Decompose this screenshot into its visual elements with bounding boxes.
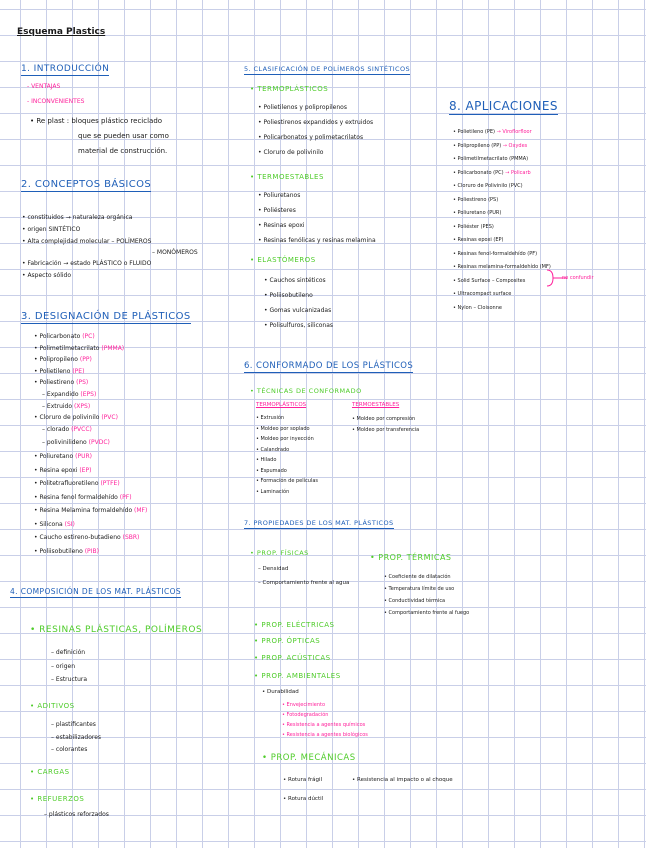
s6-col1-item: • Moldeo por inyección bbox=[256, 436, 314, 442]
s3-code: (PMMA) bbox=[101, 344, 125, 352]
section-4-heading: 4. COMPOSICIÓN DE LOS MAT. PLÁSTICOS bbox=[10, 587, 182, 596]
s7-prop-ambientales: • PROP. AMBIENTALES bbox=[254, 672, 341, 680]
s5-item: • Resinas epoxi bbox=[258, 222, 305, 229]
s6-col1-item: • Laminación bbox=[256, 488, 290, 495]
s1-item: - INCONVENIENTES bbox=[27, 98, 85, 105]
s2-item: • Fabricación → estado PLÁSTICO o FLUIDO bbox=[22, 260, 152, 267]
s4-group-title: • CARGAS bbox=[30, 768, 70, 776]
s2-list bbox=[22, 212, 198, 282]
s3-item: • Polimetilmetacrilato bbox=[34, 344, 100, 352]
s8-arrow: → Policarb bbox=[505, 169, 531, 176]
s3-item: • Polipropileno bbox=[34, 356, 78, 364]
s7-termicas-item: • Temperatura límite de uso bbox=[384, 586, 455, 592]
section-6-heading: 6. CONFORMADO DE LOS PLÁSTICOS bbox=[244, 361, 414, 371]
s3-item: • Caucho estireno-butadieno bbox=[34, 534, 121, 542]
s5-group-title: • TERMOPLÁSTICOS bbox=[250, 85, 329, 93]
s5-item: • Poliésteres bbox=[258, 207, 296, 214]
s8-note: no confundir bbox=[562, 275, 594, 281]
s3-item: • Resina Melamina formaldehído bbox=[34, 507, 133, 515]
s8-item: • Nylon – Cloisonne bbox=[453, 304, 502, 311]
s3-item: – polivinilideno bbox=[42, 439, 87, 447]
s6-col2 bbox=[352, 414, 419, 435]
s8-item: • Policarbonato (PC) bbox=[453, 169, 504, 176]
section-8-heading: 8. APLICACIONES bbox=[449, 99, 558, 113]
s3-code: (PTFE) bbox=[100, 480, 120, 488]
s8-item: • Resinas melamina-formaldehído (MF) bbox=[453, 264, 551, 270]
s8-item: • Poliuretano (PUR) bbox=[453, 210, 502, 216]
s3-item: – clorado bbox=[42, 425, 70, 433]
s3-code: (PP) bbox=[79, 356, 92, 364]
s5-item: • Polietilenos y polipropilenos bbox=[258, 104, 347, 111]
s3-code: (PC) bbox=[82, 333, 95, 340]
s4-item: – definición bbox=[51, 649, 86, 656]
s4-item: – Estructura bbox=[51, 676, 88, 683]
section-5-heading: 5. CLASIFICACIÓN DE POLÍMEROS SINTÉTICOS bbox=[244, 65, 411, 73]
s5-group-items bbox=[258, 188, 376, 248]
s3-code: (SBR) bbox=[122, 534, 140, 542]
s3-item: • Silicona bbox=[34, 520, 63, 528]
s2-item: • Aspecto sólido bbox=[22, 272, 72, 279]
s4-group-title: • RESINAS PLÁSTICAS, POLÍMEROS bbox=[30, 625, 203, 635]
s7-mecanicas-item: • Rotura dúctil bbox=[283, 796, 324, 802]
s6-col2-title: TERMOESTABLES bbox=[352, 402, 400, 408]
s7-termicas-items bbox=[384, 571, 469, 619]
s7-durabilidad-item: • Envejecimiento bbox=[282, 702, 326, 708]
section-7-heading: 7. PROPIEDADES DE LOS MAT. PLÁSTICOS bbox=[244, 519, 394, 527]
s3-code: (PVC) bbox=[101, 414, 118, 422]
s5-item: • Resinas fenólicas y resinas melamina bbox=[258, 237, 376, 244]
s3-item: • Cloruro de polivinilo bbox=[34, 414, 100, 422]
s3-code: (MF) bbox=[134, 507, 148, 515]
s1-note: que se pueden usar como bbox=[78, 132, 169, 140]
s2-item: • origen SINTÉTICO bbox=[22, 226, 81, 233]
s1-note: • Re plast : bloques plástico reciclado bbox=[30, 117, 163, 125]
s3-item: • Resina fenol formaldehído bbox=[34, 493, 118, 501]
s7-termicas-title: • PROP. TÉRMICAS bbox=[370, 553, 452, 562]
s4-item: – colorantes bbox=[51, 746, 88, 753]
s3-item: • Poliestireno bbox=[34, 379, 75, 387]
s5-group-items bbox=[258, 100, 373, 160]
s5-item: • Cloruro de polivinilo bbox=[258, 149, 324, 156]
s8-item: • Poliéster (PES) bbox=[453, 223, 494, 230]
s3-item: • Politetrafluoretileno bbox=[34, 480, 99, 488]
s3-item: • Policarbonato bbox=[34, 333, 81, 340]
s6-col2-item: • Moldeo por compresión bbox=[352, 416, 416, 422]
s7-mecanicas-item: • Resistencia al impacto o al choque bbox=[352, 777, 453, 783]
s3-code: (PUR) bbox=[75, 453, 92, 461]
s5-item: • Poliuretanos bbox=[258, 192, 301, 199]
s6-col1-item: • Formación de películas bbox=[256, 478, 318, 484]
s7-prop-electricas: • PROP. ELÉCTRICAS bbox=[254, 621, 335, 629]
page-title: Esquema Plastics bbox=[17, 27, 106, 37]
s4-item: – plastificantes bbox=[51, 721, 96, 728]
s3-code: (EP) bbox=[79, 466, 92, 474]
s8-item: • Cloruro de Polivinilo (PVC) bbox=[453, 183, 523, 189]
s7-fisicas-item: – Comportamiento frente al agua bbox=[258, 580, 350, 586]
s1-item: - VENTAJAS bbox=[27, 83, 61, 90]
s5-item: • Poliisobutileno bbox=[264, 292, 313, 299]
s4-item: – estabilizadores bbox=[51, 733, 102, 741]
s5-item: • Cauchos sintéticos bbox=[264, 277, 326, 284]
s3-list bbox=[34, 331, 147, 558]
s6-col1-item: • Moldeo por soplado bbox=[256, 425, 310, 432]
s3-item: • Poliisobutileno bbox=[34, 547, 83, 555]
s8-list bbox=[453, 126, 551, 315]
s5-item: • Policarbonatos y polimetacrilatos bbox=[258, 134, 364, 141]
s6-col1-title: TERMOPLÁSTICOS bbox=[256, 402, 307, 408]
s3-code: (XPS) bbox=[73, 402, 91, 410]
s7-durabilidad-items bbox=[282, 700, 368, 740]
s1-note: material de construcción. bbox=[78, 147, 168, 155]
s4-group-items bbox=[51, 719, 101, 757]
s8-item: • Solid Surface – Composites bbox=[453, 277, 526, 284]
s6-col1-item: • Espumado bbox=[256, 467, 287, 474]
s5-item: • Poliestirenos expandidos y extruidos bbox=[258, 119, 374, 126]
s6-col1-item: • Extrusión bbox=[256, 415, 285, 421]
s5-group-items bbox=[264, 273, 333, 333]
s8-item: • Polimetilmetacrilato (PMMA) bbox=[453, 156, 529, 162]
s3-code: (SI) bbox=[64, 520, 75, 528]
s8-item: • Resinas epoxi (EP) bbox=[453, 237, 504, 243]
s7-prop-acusticas: • PROP. ACÚSTICAS bbox=[254, 654, 331, 662]
s4-item: – origen bbox=[51, 662, 76, 670]
s3-code: (PE) bbox=[72, 367, 85, 375]
s8-item: • Polietileno (PE) bbox=[453, 129, 495, 135]
s8-arrow: → Oxydes bbox=[502, 142, 528, 149]
s6-sub: • TÉCNICAS DE CONFORMADO bbox=[250, 387, 362, 395]
s7-fisicas-items bbox=[258, 562, 349, 590]
s2-item: • constituidos → naturaleza orgánica bbox=[22, 214, 133, 221]
s8-item: • Poliestireno (PS) bbox=[453, 196, 499, 203]
s5-group-title: • TERMOESTABLES bbox=[250, 173, 324, 181]
s5-item: • Polisulfuros, siliconas bbox=[264, 322, 334, 329]
s4-item: – plásticos reforzados bbox=[44, 811, 109, 818]
s4-group-title: • ADITIVOS bbox=[30, 702, 75, 710]
s6-col1-item: • Hilado bbox=[256, 457, 277, 463]
s3-item: • Poliuretano bbox=[34, 453, 74, 461]
s7-durabilidad-item: • Resistencia a agentes biológicos bbox=[282, 732, 368, 738]
s7-termicas-item: • Comportamiento frente al fuego bbox=[384, 610, 470, 616]
s5-item: • Gomas vulcanizadas bbox=[264, 307, 332, 314]
s4-group-items bbox=[51, 646, 87, 687]
s4-group-title: • REFUERZOS bbox=[30, 795, 85, 803]
s2-item: • Alta complejidad molecular – POLÍMEROS bbox=[22, 238, 152, 245]
s3-code: (PVCC) bbox=[71, 425, 92, 433]
s7-durabilidad-item: • Resistencia a agentes químicos bbox=[282, 722, 366, 728]
s3-code: (PF) bbox=[119, 493, 132, 501]
s7-durabilidad-item: • Fotodegradación bbox=[282, 712, 329, 718]
s5-group-title: • ELASTÓMEROS bbox=[250, 256, 316, 264]
s3-code: (PVDC) bbox=[88, 439, 110, 447]
s6-col2-item: • Moldeo por transferencia bbox=[352, 426, 420, 433]
s7-termicas-item: • Coeficiente de dilatación bbox=[384, 574, 451, 580]
s3-code: (PS) bbox=[76, 379, 89, 387]
s3-code: (EPS) bbox=[80, 390, 97, 398]
s3-item: – Extruido bbox=[42, 402, 73, 410]
s8-item: • Ultracompact surface bbox=[453, 291, 512, 297]
s6-col1 bbox=[256, 413, 318, 497]
s7-durabilidad: • Durabilidad bbox=[262, 689, 299, 695]
s7-prop-opticas: • PROP. ÓPTICAS bbox=[254, 637, 321, 645]
s8-arrow: → Viroflorfloor bbox=[496, 129, 532, 135]
s3-item: – Expandido bbox=[42, 390, 79, 398]
s8-item: • Resinas fenol-formaldehído (PF) bbox=[453, 250, 538, 257]
section-1-heading: 1. INTRODUCCIÓN bbox=[21, 64, 110, 74]
s2-item: – MONÓMEROS bbox=[152, 249, 198, 256]
s7-fisicas-title: • PROP. FÍSICAS bbox=[250, 549, 309, 557]
s7-fisicas-item: – Densidad bbox=[258, 566, 289, 572]
section-2-heading: 2. CONCEPTOS BÁSICOS bbox=[21, 179, 152, 190]
s7-termicas-item: • Conductividad térmica bbox=[384, 598, 446, 604]
s6-col1-item: • Calandrado bbox=[256, 446, 290, 453]
section-3-heading: 3. DESIGNACIÓN DE PLÁSTICOS bbox=[21, 311, 191, 322]
s3-code: (PIB) bbox=[84, 547, 99, 555]
s3-item: • Resina epoxi bbox=[34, 466, 78, 474]
s7-mecanicas-title: • PROP. MECÁNICAS bbox=[262, 753, 356, 763]
s7-mecanicas-item: • Rotura frágil bbox=[283, 777, 323, 783]
s3-item: • Polietileno bbox=[34, 367, 71, 375]
s8-item: • Polipropileno (PP) bbox=[453, 142, 502, 149]
